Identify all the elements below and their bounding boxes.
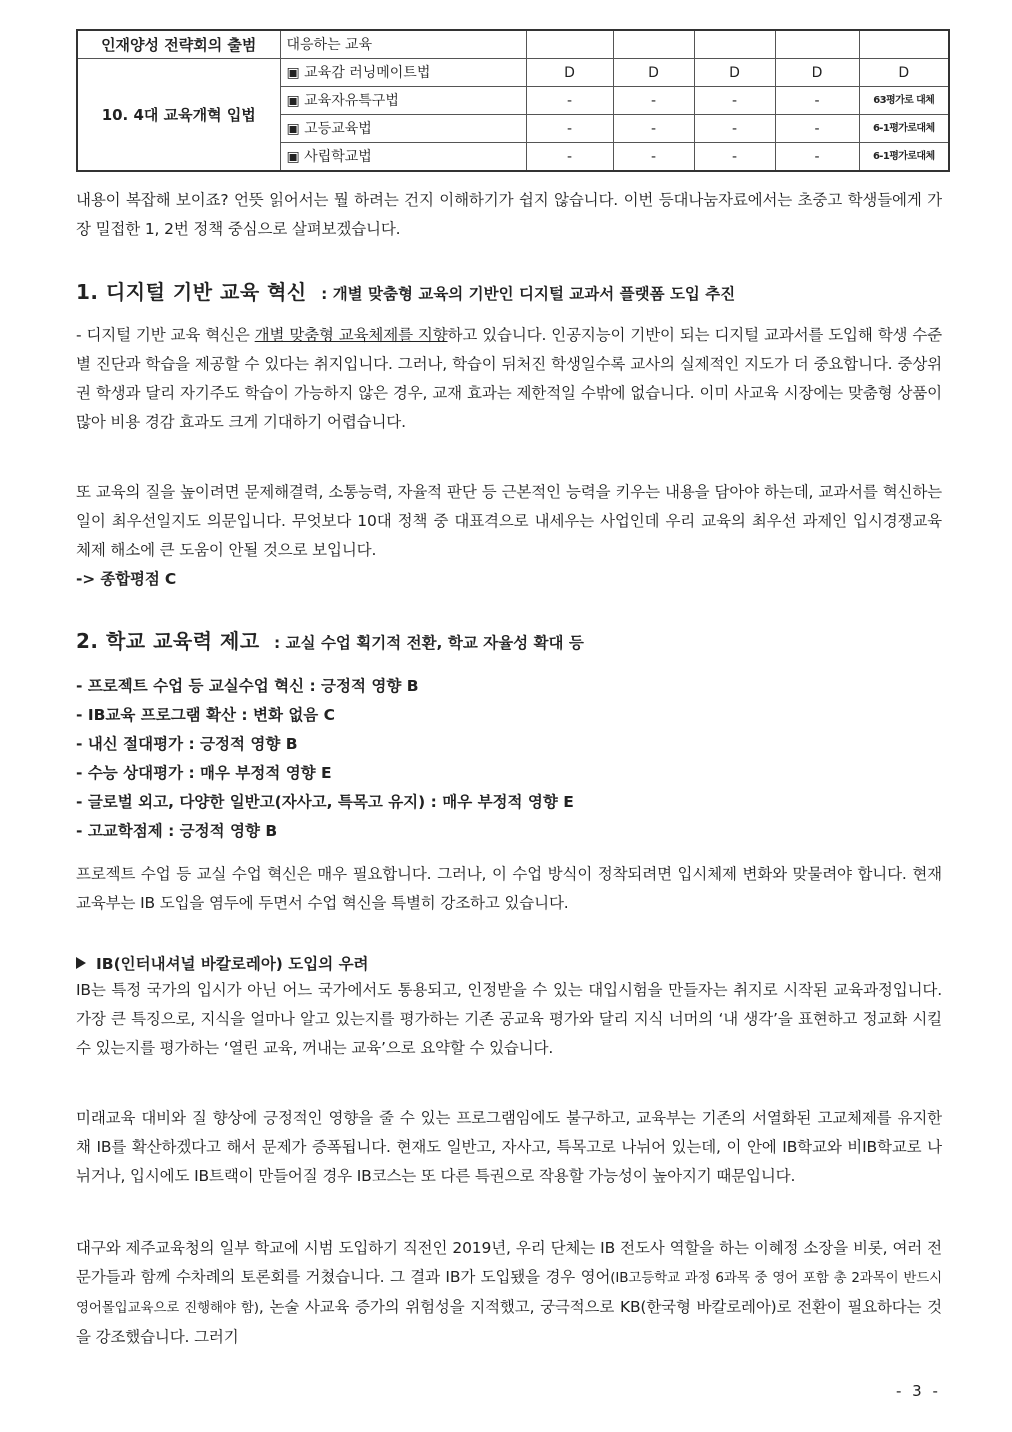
section1-title: 1. 디지털 기반 교육 혁신 [76, 280, 307, 304]
table-grade-cell [613, 30, 694, 59]
section2-title: 2. 학교 교육력 제고 [76, 629, 260, 653]
table-grade-cell: - [775, 143, 859, 172]
list-item: - 내신 절대평가 : 긍정적 영향 B [76, 735, 298, 753]
table-row [77, 30, 949, 59]
table-grade-cell [859, 30, 949, 59]
section1-score: -> 종합평점 C [76, 570, 177, 588]
section1-heading [76, 276, 956, 305]
section2-subtitle: : 교실 수업 획기적 전환, 학교 자율성 확대 등 [274, 634, 584, 652]
table-grade-cell [526, 30, 613, 59]
section1-paragraph-2: 또 교육의 질을 높이려면 문제해결력, 소통능력, 자율적 판단 등 근본적인 능력을 키우는 내용을 담아야 하는데, 교과서를 혁신하는 일이 최우선일지도 의문입니다. 무엇보다 10대 정책 중 대표격으로 내세우는 사업인데 우리 교육의 최우선 과제인 입시경쟁교육 체제 해소에 큰 도움이 안될 것으로 보입니다. [76, 483, 942, 559]
list-item: - 수능 상대평가 : 매우 부정적 영향 E [76, 764, 332, 782]
section1-p1-end: 하고 있습니다. 인공지능이 기반이 되는 디지털 교과서를 도입해 학생 수준별 진단과 학습을 제공할 수 있다는 취지입니다. 그러나, 학습이 뒤처진 학생일수록 교사의 실제적인 지도가 더 중요합니다. 중상위권 학생과 달리 자기주도 학습이 가능하지 않은 경우, 교재 효과는 제한적일 수밖에 없습니다. 이미 사교육 시장에는 맞춤형 상품이 많아 비용 경감 효과도 크게 기대하기 어렵습니다. [76, 326, 942, 431]
table-item-cell: ▣ 사립학교법 [280, 143, 526, 172]
page-number: - 3 - [896, 1382, 941, 1400]
section2-policy-list [76, 672, 942, 846]
section2-heading [76, 625, 956, 654]
ib-paragraph-3 [76, 1234, 942, 1352]
intro-paragraph: 내용이 복잡해 보이죠? 언뜻 읽어서는 뭘 하려는 건지 이해하기가 쉽지 않습니다. 이번 등대나눔자료에서는 초중고 학생들에게 가장 밀접한 1, 2번 정책 중심으로 살펴보겠습니다. [76, 191, 942, 238]
table-grade-cell: - [613, 143, 694, 172]
table-category-cell: 인재양성 전략회의 출범 [77, 30, 280, 59]
table-grade-cell [775, 30, 859, 59]
table-grade-cell: - [613, 87, 694, 115]
section1-subtitle: : 개별 맞춤형 교육의 기반인 디지털 교과서 플랫폼 도입 추진 [321, 285, 736, 303]
table-grade-cell: D [775, 59, 859, 87]
ib-paragraph-2: 미래교육 대비와 질 향상에 긍정적인 영향을 줄 수 있는 프로그램임에도 불구하고, 교육부는 기존의 서열화된 고교체제를 유지한 채 IB를 확산하겠다고 해서 문제가 증폭됩니다. 현재도 일반고, 자사고, 특목고로 나뉘어 있는데, 이 안에 IB학교와 비IB학교로 나뉘거나, 입시에도 IB트랙이 만들어질 경우 IB코스는 또 다른 특권으로 작용할 가능성이 높아지기 때문입니다. [76, 1109, 942, 1185]
list-item: - 프로젝트 수업 등 교실수업 혁신 : 긍정적 영향 B [76, 677, 419, 695]
policy-grade-table [76, 29, 950, 172]
table-grade-cell: - [694, 87, 775, 115]
table-grade-cell: - [694, 143, 775, 172]
table-grade-cell: - [526, 143, 613, 172]
section1-paragraph-1 [76, 321, 942, 437]
list-item: - 글로벌 외고, 다양한 일반고(자사고, 특목고 유지) : 매우 부정적 영향 E [76, 793, 574, 811]
table-grade-cell: - [526, 87, 613, 115]
list-item: - 고교학점제 : 긍정적 영향 B [76, 822, 278, 840]
table-grade-cell: D [859, 59, 949, 87]
ib-p3-note: (IB고등학교 과정 6과목 중 영어 포함 총 2과목이 반드시 영어몰입교육으로 진행해야 함) [76, 1270, 943, 1316]
section1-p1-underlined: 개별 맞춤형 교육체제를 지향 [254, 326, 448, 344]
table-grade-cell: - [775, 87, 859, 115]
section1-p1-start: - 디지털 기반 교육 혁신은 [76, 326, 255, 344]
table-grade-cell: - [613, 115, 694, 143]
triangle-bullet-icon [76, 957, 86, 969]
table-grade-cell: - [526, 115, 613, 143]
ib-p3-start: 대구와 제주교육청의 일부 학교에 시범 도입하기 직전인 2019년, 우리 단체는 IB 전도사 역할을 하는 이혜정 소장을 비롯, 여러 전문가들과 함께 수차례의 토론회를 거쳤습니다. 그 결과 IB가 도입됐을 경우 영어 [76, 1239, 942, 1286]
table-grade-cell [694, 30, 775, 59]
table-category-cell: 10. 4대 교육개혁 입법 [77, 59, 280, 172]
ib-subheading [76, 952, 369, 976]
table-item-cell: 대응하는 교육 [280, 30, 526, 59]
table-grade-cell: 6-1평가로대체 [859, 115, 949, 143]
table-grade-cell: - [775, 115, 859, 143]
section2-paragraph: 프로젝트 수업 등 교실 수업 혁신은 매우 필요합니다. 그러나, 이 수업 방식이 정착되려면 입시체제 변화와 맞물려야 합니다. 현재 교육부는 IB 도입을 염두에 두면서 수업 혁신을 특별히 강조하고 있습니다. [76, 865, 942, 912]
table-grade-cell: 6-1평가로대체 [859, 143, 949, 172]
ib-paragraph-1: IB는 특정 국가의 입시가 아닌 어느 국가에서도 통용되고, 인정받을 수 있는 대입시험을 만들자는 취지로 시작된 교육과정입니다. 가장 큰 특징으로, 지식을 얼마나 알고 있는지를 평가하는 기존 공교육 평가와 달리 지식 너머의 ‘내 생각’을 표현하고 정교화 시킬 수 있는지를 평가하는 ‘열린 교육, 꺼내는 교육’으로 요약할 수 있습니다. [76, 981, 942, 1057]
ib-p3-end: , 논술 사교육 증가의 위험성을 지적했고, 궁극적으로 KB(한국형 바칼로레아)로 전환이 필요하다는 것을 강조했습니다. 그러기 [76, 1298, 943, 1346]
table-grade-cell: D [694, 59, 775, 87]
table-item-cell: ▣ 고등교육법 [280, 115, 526, 143]
table-grade-cell: D [613, 59, 694, 87]
ib-subheading-text: IB(인터내셔널 바칼로레아) 도입의 우려 [96, 955, 369, 973]
table-item-cell: ▣ 교육자유특구법 [280, 87, 526, 115]
table-item-cell: ▣ 교육감 러닝메이트법 [280, 59, 526, 87]
list-item: - IB교육 프로그램 확산 : 변화 없음 C [76, 706, 336, 724]
table-grade-cell: - [694, 115, 775, 143]
table-grade-cell: D [526, 59, 613, 87]
table-grade-cell: 63평가로 대체 [859, 87, 949, 115]
table-row [77, 59, 949, 87]
